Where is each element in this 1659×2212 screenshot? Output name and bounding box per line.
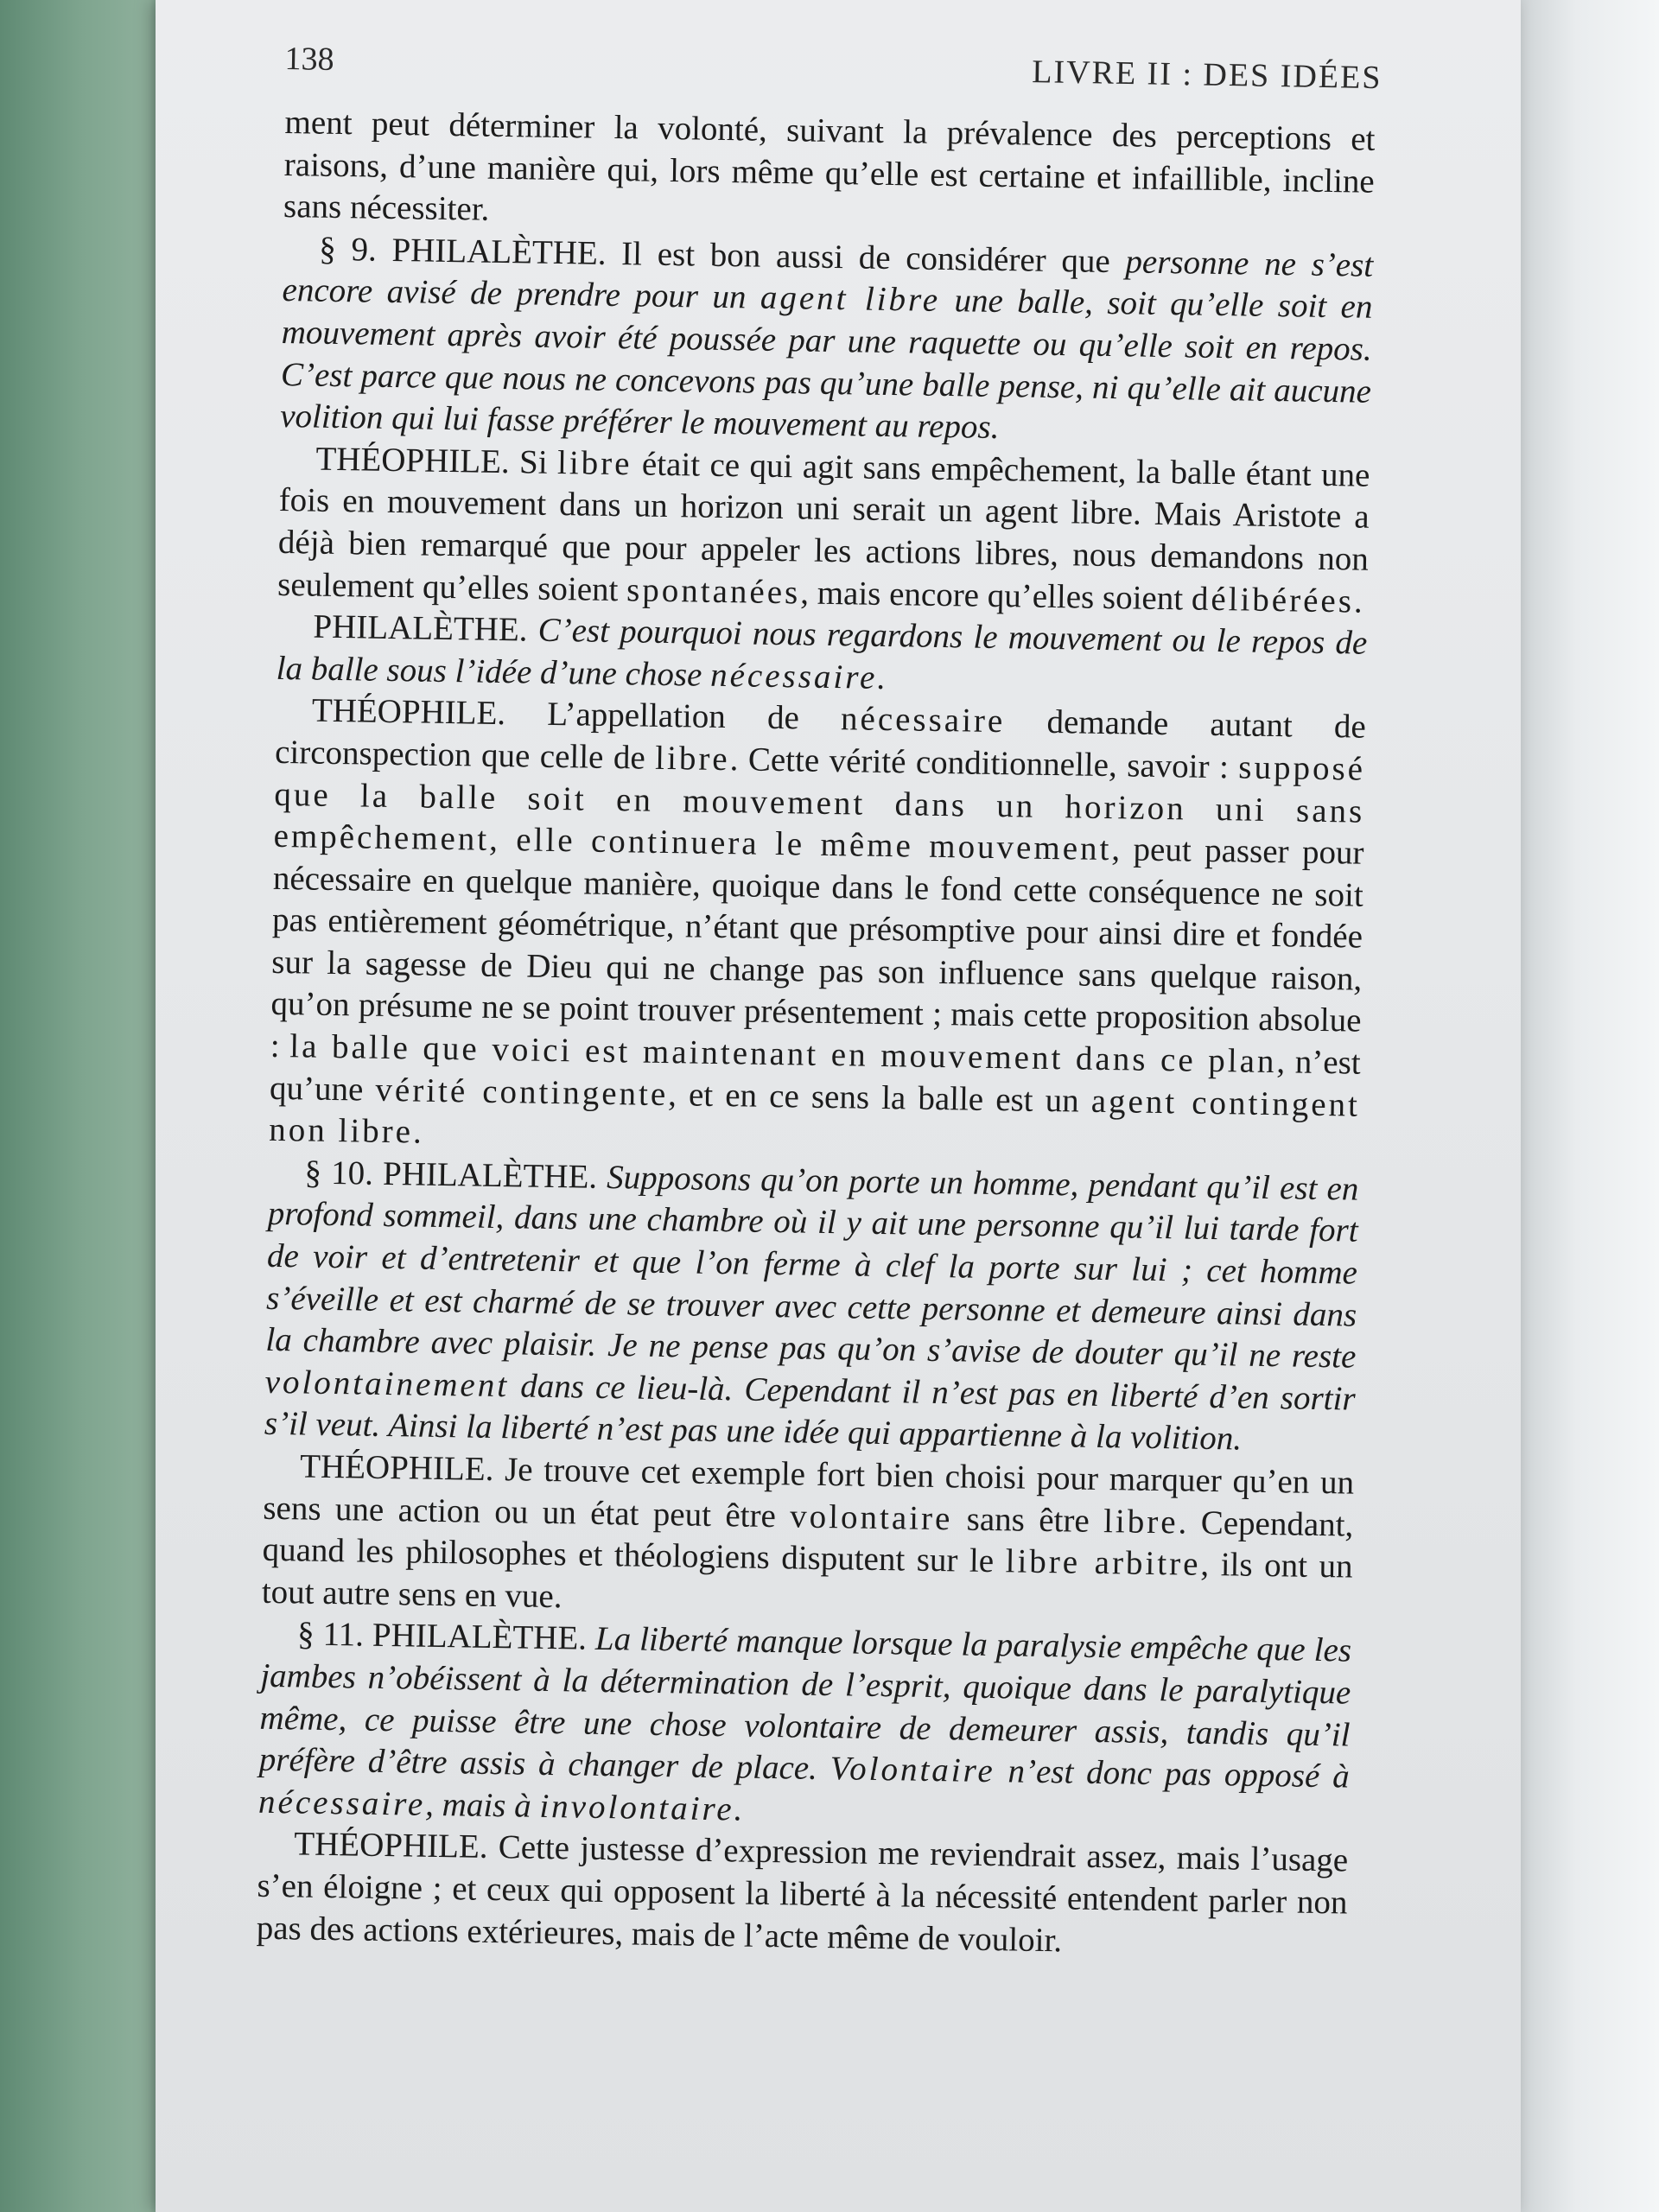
text-run: supposé que la balle soit en mouvement dans un horizon uni sans empêchement, elle continuera le même mouvement <box>273 748 1366 868</box>
text-run: , n’est qu’une <box>269 1043 1362 1109</box>
text-run: . Cette vérité conditionnelle, savoir : <box>729 741 1239 786</box>
text-run: La liberté manque lorsque la paralysie empêche que les jambes n’obéissent à la détermination de l’esprit, quoique dans le paralytique même, ce puisse être une chose volontaire de demeurer assis, tandis qu’il préfère d’être assis à changer de place. <box>258 1620 1352 1788</box>
text-run: . <box>1353 582 1363 620</box>
text-run: . <box>412 1113 423 1151</box>
paragraph <box>280 228 1374 455</box>
text-run: . <box>734 1790 743 1828</box>
text-run: libre <box>654 739 731 779</box>
text-run: nécessaire <box>709 656 878 696</box>
text-run: vérité contingente <box>375 1071 669 1113</box>
text-run: demande autant de circonspection que celle de <box>274 702 1367 777</box>
text-run: § 9. PHILALÈTHE. <box>318 230 622 272</box>
text-run: nécessaire <box>257 1783 426 1823</box>
chapter-title: LIVRE II : DES IDÉES <box>1031 54 1382 97</box>
text-run: . <box>877 658 887 696</box>
running-head <box>284 40 1382 111</box>
text-run: , mais encore qu’elles soient <box>799 573 1192 618</box>
paragraph <box>258 1613 1352 1840</box>
text-run: libre <box>1103 1502 1179 1541</box>
body-text <box>256 102 1375 1967</box>
text-run: spontanées <box>626 570 801 611</box>
text-run: , mais à <box>424 1785 540 1825</box>
paragraph <box>283 102 1376 245</box>
text-run: sans être <box>952 1499 1104 1540</box>
text-run: ment peut déterminer la volonté, suivant la prévalence des perceptions et raisons, d’une manière qui, lors même qu’elle est certaine et infaillible, incline sans nécessiter. <box>283 103 1376 228</box>
next-page-edge <box>1521 0 1659 2212</box>
paragraph <box>277 438 1370 623</box>
text-run: § 11. PHILALÈTHE. <box>296 1615 596 1658</box>
text-run: , ils ont un tout autre sens en vue. <box>261 1546 1353 1616</box>
text-run: Supposons qu’on porte un homme, pendant qu’il est en profond sommeil, dans une chambre où il y ait une personne qu’il lui tarde fort de voir et d’entretenir et que l’on ferme à clef la porte sur lui ; cet homme s’éveille et est charmé de se trouver avec cette personne et demeure ainsi dans la chambre avec plaisir. Je ne pense pas qu’on s’avise de douter qu’il ne reste <box>265 1158 1359 1376</box>
text-run: C’est pourquoi nous regardons le mouvement ou le repos de la balle sous l’idée d’une chose <box>276 611 1368 694</box>
text-run: THÉOPHILE. Si <box>315 440 558 481</box>
text-run: personne ne s’est encore avisé de prendre pour un <box>282 243 1374 317</box>
text-run: Il est bon aussi de considérer que <box>620 234 1126 281</box>
text-run: THÉOPHILE. L’appellation de <box>311 691 842 738</box>
text-run: agent contingent non libre <box>268 1082 1361 1151</box>
text-run: libre arbitre <box>1005 1542 1201 1584</box>
paragraph <box>262 1446 1355 1630</box>
text-run: involontaire <box>539 1787 734 1828</box>
text-run: libre <box>556 443 632 483</box>
paragraph <box>269 690 1366 1168</box>
text-run: nécessaire <box>840 700 1006 741</box>
paragraph <box>264 1152 1359 1463</box>
text-run: § 10. PHILALÈTHE. <box>304 1154 607 1196</box>
text-run: THÉOPHILE. Cette justesse d’expression me reviendrait assez, mais l’usage s’en éloigne ; et ceux qui opposent la liberté à la nécessité entendent parler non pas des actions extérieures, mais de l’acte même de vouloir. <box>256 1825 1349 1959</box>
text-run: volontainement <box>264 1363 510 1405</box>
text-run: dans ce lieu-là. Cependant il n’est pas en liberté d’en sortir s’il veut. Ainsi la liberté n’est pas une idée qui appartienne à la volition. <box>264 1367 1356 1458</box>
text-run: n’est donc pas opposé à <box>995 1752 1351 1796</box>
text-run: délibérées <box>1191 580 1355 620</box>
paragraph <box>256 1823 1348 1967</box>
text-run: la balle que voici est maintenant en mouvement dans ce plan <box>289 1027 1277 1081</box>
text-run: . Cependant, quand les philosophes et théologiens disputent sur le <box>262 1503 1354 1580</box>
text-run: , et en ce sens la balle est un <box>667 1075 1092 1120</box>
text-run: une balle, soit qu’elle soit en mouvement après avoir été poussée par une raquette ou qu’elle soit en repos. C’est parce que nous ne concevons pas qu’une balle pense, ni qu’elle ait aucune volition qui lui fasse préférer le mouvement au repos. <box>279 282 1373 447</box>
text-run: Volontaire <box>830 1750 996 1790</box>
text-run: agent libre <box>760 279 941 320</box>
page-number: 138 <box>284 40 334 78</box>
text-run: était ce qui agit sans empêchement, la balle étant une fois en mouvement dans un horizon uni serait un agent libre. Mais Aristote a déjà bien remarqué que pour appeler les actions libres, nous demandons non seulement qu’elles soient <box>276 445 1370 608</box>
text-run: PHILALÈTHE. <box>313 607 539 649</box>
text-run: volontaire <box>789 1497 953 1537</box>
book-page <box>156 0 1521 2212</box>
text-run: THÉOPHILE. Je trouve cet exemple fort bien choisi pour marquer qu’en un sens une action ou un état peut être <box>263 1447 1355 1535</box>
text-run: , peut passer pour nécessaire en quelque manière, quoique dans le fond cette conséquence ne soit pas entièrement géométrique, n’étant que présomptive pour ainsi dire et fondée sur la sagesse de Dieu qui ne change pas son influence sans quelque raison, qu’on présume ne se point trouver présentement ; mais cette proposition absolue : <box>270 830 1364 1065</box>
